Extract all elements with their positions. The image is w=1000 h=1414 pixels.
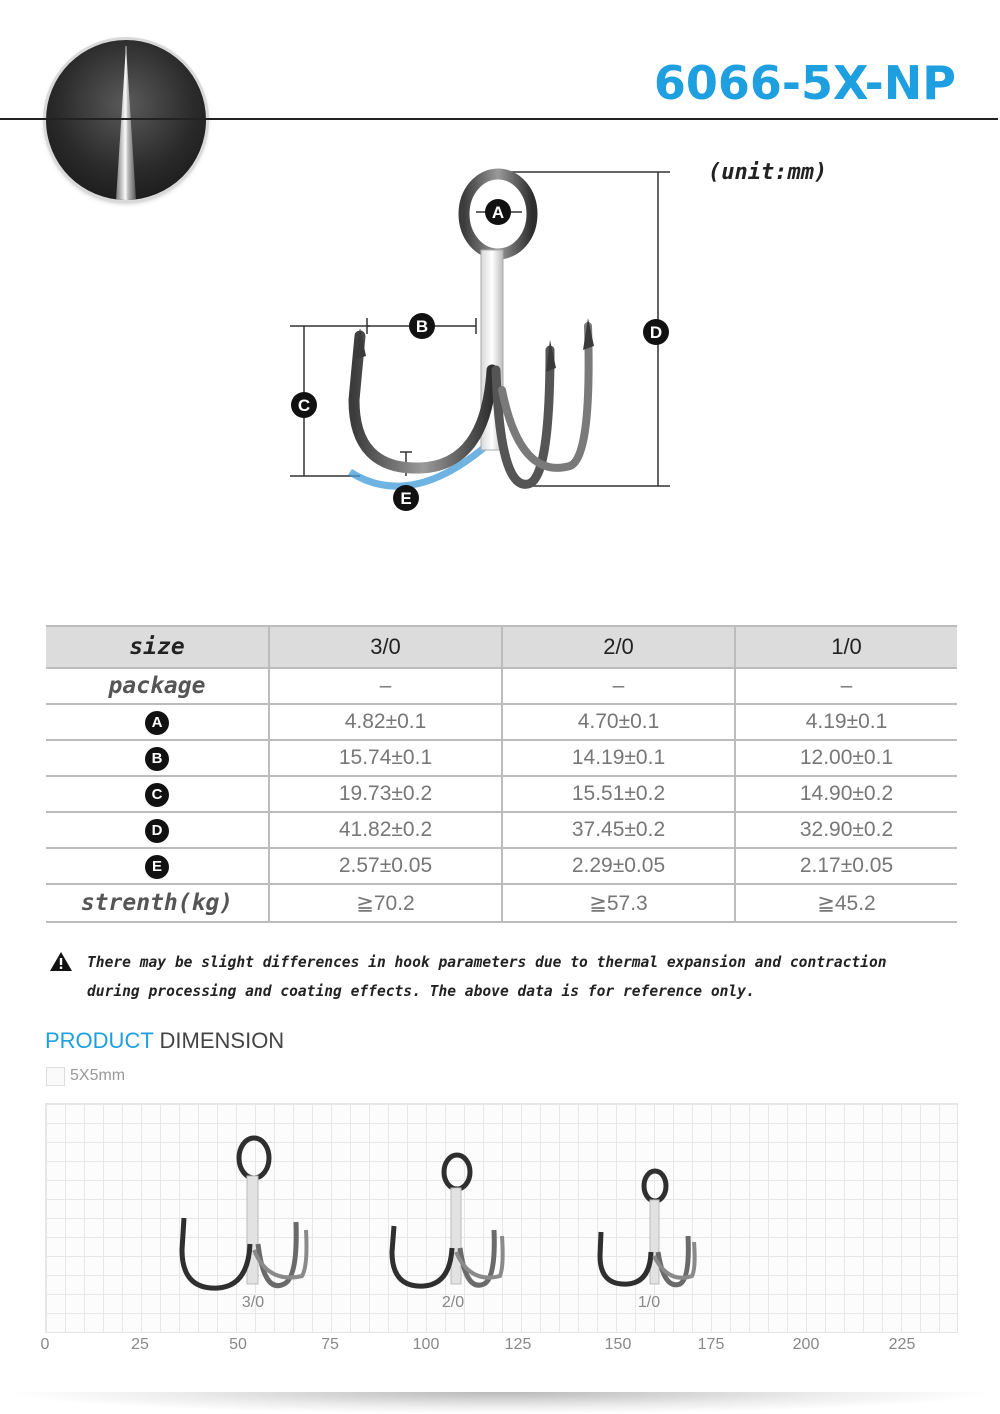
- table-cell: 41.82±0.2: [269, 812, 502, 848]
- row-label-cell: [46, 812, 269, 848]
- size-label-cell: [46, 626, 269, 668]
- needle-point-image: [46, 40, 206, 200]
- table-cell: 15.74±0.1: [269, 740, 502, 776]
- diagram-label-a: A: [491, 203, 505, 222]
- header-divider: [0, 118, 998, 120]
- table-row-strength: [46, 884, 957, 922]
- badge-e: E: [145, 855, 169, 879]
- scale-tick: 200: [792, 1336, 820, 1353]
- table-cell: 12.00±0.1: [735, 740, 957, 776]
- scale-tick: 150: [604, 1336, 632, 1353]
- treble-hook-diagram: [250, 150, 690, 520]
- package-label: package: [108, 673, 206, 699]
- scale-tick: 75: [321, 1336, 339, 1353]
- hook-1-0-icon: [600, 1171, 695, 1285]
- table-cell: 2.29±0.05: [502, 848, 735, 884]
- product-dimension-title: [45, 1028, 284, 1054]
- table-row-package: [46, 668, 957, 704]
- strength-label: strenth(kg): [80, 890, 234, 916]
- grid-key-swatch: [46, 1067, 65, 1086]
- table-header-row: [46, 626, 957, 668]
- size-2-0: 2/0: [502, 626, 735, 668]
- warning-icon: [49, 951, 73, 972]
- hook-silhouettes: [46, 1104, 957, 1332]
- table-cell: 2.57±0.05: [269, 848, 502, 884]
- table-cell: 4.82±0.1: [269, 704, 502, 740]
- package-value: –: [735, 668, 957, 704]
- package-label-cell: [46, 668, 269, 704]
- table-row-e: [46, 848, 957, 884]
- hook-label-3-0: 3/0: [241, 1294, 265, 1311]
- grid-key-label: 5X5mm: [70, 1067, 126, 1084]
- row-label-cell: [46, 704, 269, 740]
- table-cell: 4.19±0.1: [735, 704, 957, 740]
- table-row-d: [46, 812, 957, 848]
- disclaimer-note: [87, 948, 967, 1006]
- strength-value: ≧70.2: [269, 884, 502, 922]
- strength-label-cell: [46, 884, 269, 922]
- hook-bend-left: [354, 336, 492, 468]
- table-cell: 19.73±0.2: [269, 776, 502, 812]
- strength-value: ≧45.2: [735, 884, 957, 922]
- diagram-label-b: B: [415, 317, 429, 336]
- note-line-2: during processing and coating effects. The above data is for reference only.: [87, 983, 755, 1000]
- table-row-b: [46, 740, 957, 776]
- row-label-cell: [46, 776, 269, 812]
- table-cell: 15.51±0.2: [502, 776, 735, 812]
- scale-tick: 125: [504, 1336, 532, 1353]
- package-value: –: [269, 668, 502, 704]
- table-cell: 14.90±0.2: [735, 776, 957, 812]
- scale-tick: 25: [131, 1336, 149, 1353]
- dimension-grid: [45, 1103, 958, 1333]
- hook-3-0-icon: [182, 1138, 307, 1288]
- size-3-0: 3/0: [269, 626, 502, 668]
- badge-a: A: [145, 711, 169, 735]
- unit-label: (unit:mm): [708, 160, 828, 185]
- strength-value: ≧57.3: [502, 884, 735, 922]
- row-label-cell: [46, 848, 269, 884]
- diagram-label-e: E: [400, 489, 412, 508]
- table-cell: 32.90±0.2: [735, 812, 957, 848]
- diagram-label-c: C: [297, 396, 311, 415]
- table-cell: 4.70±0.1: [502, 704, 735, 740]
- table-cell: 37.45±0.2: [502, 812, 735, 848]
- diagram-label-d: D: [649, 323, 663, 342]
- title-product: PRODUCT: [45, 1028, 154, 1053]
- bottom-shadow: [0, 1392, 1000, 1414]
- size-label: size: [129, 634, 185, 660]
- hook-2-0-icon: [392, 1155, 503, 1286]
- table-row-a: [46, 704, 957, 740]
- size-1-0: 1/0: [735, 626, 957, 668]
- badge-c: C: [145, 783, 169, 807]
- badge-b: B: [145, 747, 169, 771]
- spec-table: [46, 625, 957, 923]
- scale-tick: 100: [412, 1336, 440, 1353]
- table-cell: 14.19±0.1: [502, 740, 735, 776]
- scale-tick: 225: [888, 1336, 916, 1353]
- note-line-1: There may be slight differences in hook parameters due to thermal expansion and contraction: [87, 954, 887, 971]
- table-row-c: [46, 776, 957, 812]
- table-cell: 2.17±0.05: [735, 848, 957, 884]
- package-value: –: [502, 668, 735, 704]
- hook-label-1-0: 1/0: [637, 1294, 661, 1311]
- scale-tick: 175: [697, 1336, 725, 1353]
- scale-tick: 50: [229, 1336, 247, 1353]
- title-dimension: DIMENSION: [159, 1028, 285, 1053]
- hook-label-2-0: 2/0: [441, 1294, 465, 1311]
- scale-tick: 0: [40, 1336, 50, 1353]
- row-label-cell: [46, 740, 269, 776]
- badge-d: D: [145, 819, 169, 843]
- model-title: 6066-5X-NP: [653, 56, 956, 110]
